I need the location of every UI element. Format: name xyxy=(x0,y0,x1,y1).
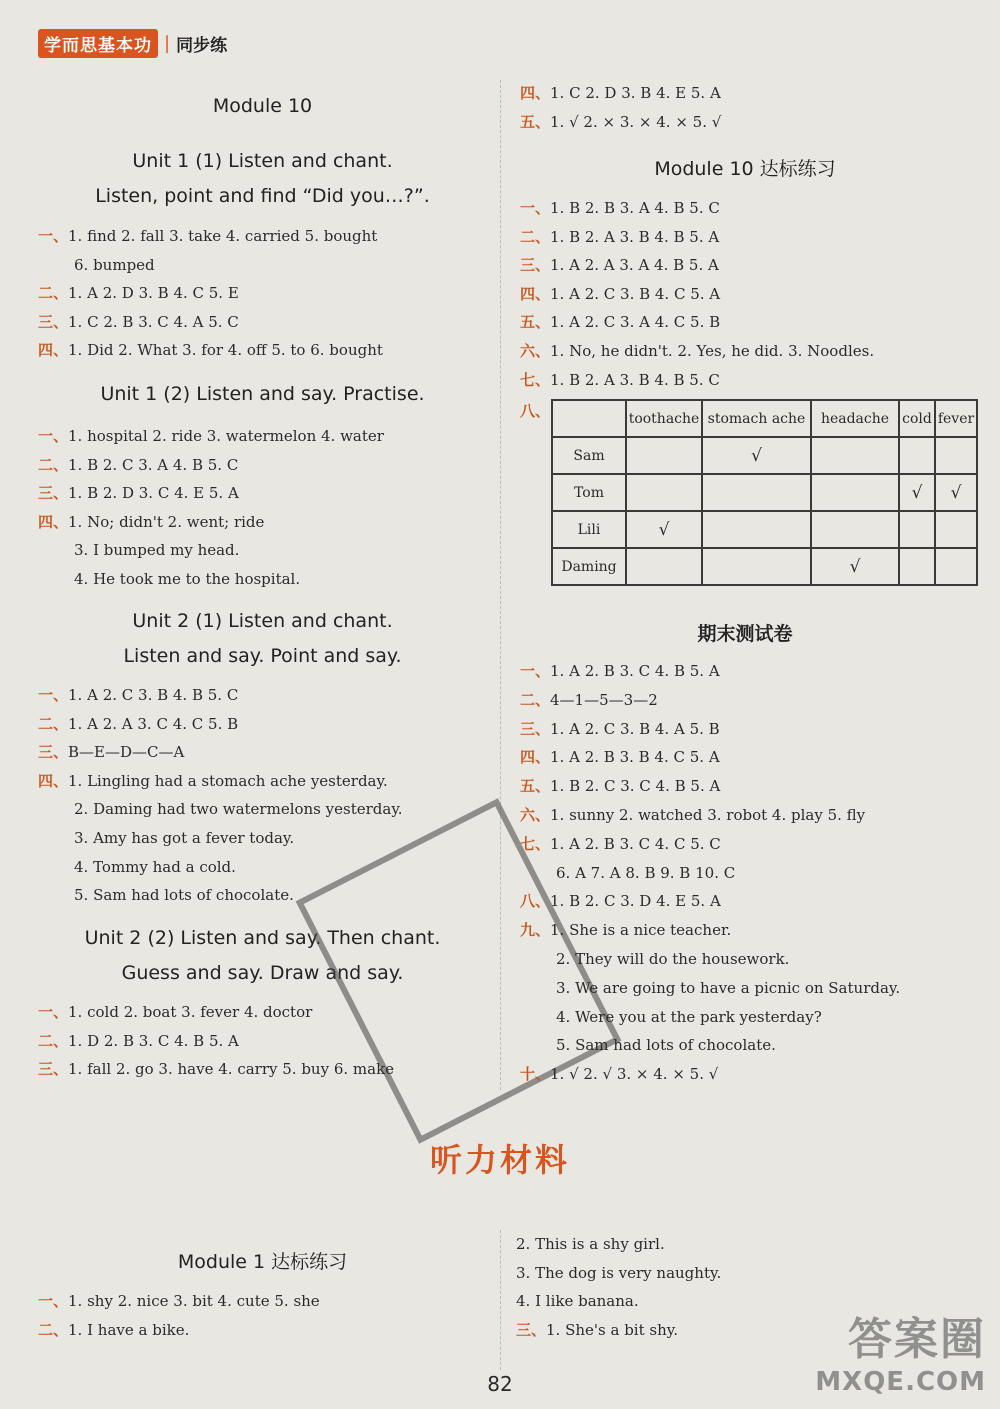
answer-text: 4. Were you at the park yesterday? xyxy=(556,1007,822,1026)
answer-line xyxy=(520,691,658,709)
question-number: 七、 xyxy=(520,834,551,853)
answer-line xyxy=(556,1008,822,1026)
question-number: 十、 xyxy=(520,1065,551,1084)
answer-text: B—E—D—C—A xyxy=(68,743,185,762)
answer-line xyxy=(516,1321,678,1339)
answer-text: 6. bumped xyxy=(74,255,155,274)
table-cell: √ xyxy=(811,548,899,585)
question-number: 四、 xyxy=(38,341,69,360)
answer-line xyxy=(74,256,155,274)
table-header-cell xyxy=(552,400,626,437)
answer-text: 2. Daming had two watermelons yesterday. xyxy=(74,800,403,819)
answer-line xyxy=(520,777,720,795)
answer-text: 1. √ 2. √ 3. × 4. × 5. √ xyxy=(550,1065,719,1084)
page-number: 82 xyxy=(487,1372,513,1396)
table-cell xyxy=(899,437,935,474)
answer-text: 5. Sam had lots of chocolate. xyxy=(556,1036,776,1055)
question-number: 一、 xyxy=(38,427,69,445)
question-number: 一、 xyxy=(38,227,69,245)
answer-line xyxy=(38,227,377,245)
module-title: Module 10 xyxy=(212,95,313,117)
answer-line xyxy=(74,858,236,876)
question-number: 五、 xyxy=(520,777,551,796)
answer-line xyxy=(38,1003,312,1021)
brand-divider: | xyxy=(164,32,171,54)
answer-line xyxy=(38,284,239,302)
brand-name-b: 基本功 xyxy=(98,35,152,56)
column-divider-bottom xyxy=(500,1230,501,1370)
table-row xyxy=(552,437,977,474)
watermark-url: MXQE.COM xyxy=(815,1367,986,1397)
question-number: 三、 xyxy=(38,312,69,331)
table-header-cell: toothache xyxy=(626,400,702,437)
answer-line xyxy=(38,1292,320,1310)
question-number: 九、 xyxy=(520,921,551,940)
answer-text: 1. hospital 2. ride 3. watermelon 4. water xyxy=(68,427,384,445)
question-number: 四、 xyxy=(38,771,69,790)
answer-text: 1. A 2. A 3. C 4. C 5. B xyxy=(68,714,239,733)
banner-title: 听力材料 xyxy=(429,1141,570,1179)
question-number: 七、 xyxy=(520,370,551,389)
answer-text: 1. cold 2. boat 3. fever 4. doctor xyxy=(68,1003,313,1021)
answer-line xyxy=(38,313,239,331)
answer-text: 4. He took me to the hospital. xyxy=(74,570,301,588)
answer-text: 3. I bumped my head. xyxy=(74,541,240,560)
table-cell xyxy=(811,511,899,548)
section-title: Module 10 达标练习 xyxy=(654,158,836,180)
answer-line xyxy=(516,1292,639,1310)
answer-text: 1. sunny 2. watched 3. robot 4. play 5. fly xyxy=(550,806,866,824)
answer-text: 4. Tommy had a cold. xyxy=(74,857,236,876)
answer-line xyxy=(516,1235,665,1253)
table-row-label: Sam xyxy=(552,437,626,474)
table-cell xyxy=(626,548,702,585)
answer-text: 1. A 2. C 3. B 4. A 5. B xyxy=(550,719,720,738)
table-cell xyxy=(702,548,811,585)
table-cell xyxy=(626,437,702,474)
answer-text: 1. I have a bike. xyxy=(68,1320,190,1339)
question-number: 一、 xyxy=(520,199,551,217)
table-cell xyxy=(811,437,899,474)
question-number: 二、 xyxy=(38,1031,69,1050)
answer-line xyxy=(520,256,719,274)
answer-text: 1. A 2. D 3. B 4. C 5. E xyxy=(68,284,239,303)
answer-line xyxy=(38,513,264,531)
answer-text: 2. This is a shy girl. xyxy=(516,1235,665,1253)
answer-line xyxy=(556,950,789,968)
answer-text: 1. B 2. A 3. B 4. B 5. A xyxy=(550,227,720,246)
answer-line xyxy=(38,686,238,704)
answer-text: 1. B 2. C 3. A 4. B 5. C xyxy=(68,455,239,474)
question-number: 二、 xyxy=(520,227,551,246)
table-row-label: Lili xyxy=(552,511,626,548)
symptom-table xyxy=(551,399,978,586)
question-number: 二、 xyxy=(38,284,69,303)
answer-line xyxy=(520,342,874,360)
answer-text: 1. No; didn't 2. went; ride xyxy=(68,512,265,531)
answer-text: 1. B 2. D 3. C 4. E 5. A xyxy=(68,484,239,503)
answer-text: 1. D 2. B 3. C 4. B 5. A xyxy=(68,1031,239,1050)
table-cell xyxy=(811,474,899,511)
answer-line xyxy=(520,720,720,738)
answer-text: 1. Did 2. What 3. for 4. off 5. to 6. bought xyxy=(68,341,383,360)
section-title: 期末测试卷 xyxy=(697,623,793,645)
table-header-cell: stomach ache xyxy=(702,400,811,437)
answer-line xyxy=(38,341,383,359)
answer-line xyxy=(520,113,721,131)
table-row xyxy=(552,548,977,585)
question-number: 一、 xyxy=(38,1292,69,1310)
answer-text: 1. B 2. B 3. A 4. B 5. C xyxy=(550,199,720,217)
answer-text: 1. She is a nice teacher. xyxy=(550,921,732,940)
table-cell: √ xyxy=(899,474,935,511)
unit-title: Unit 2 (1) Listen and chant. xyxy=(132,610,393,632)
answer-text: 1. C 2. D 3. B 4. E 5. A xyxy=(550,84,721,102)
answer-text: 4—1—5—3—2 xyxy=(550,690,658,709)
answer-text: 1. Lingling had a stomach ache yesterday. xyxy=(68,771,388,790)
answer-text: 1. A 2. B 3. C 4. B 5. A xyxy=(550,662,720,680)
table-cell xyxy=(935,511,977,548)
question-number: 一、 xyxy=(520,662,551,680)
table-row-label: Daming xyxy=(552,548,626,585)
question-number: 四、 xyxy=(520,284,551,303)
answer-line xyxy=(520,748,720,766)
section-title: Module 1 达标练习 xyxy=(177,1251,348,1273)
answer-text: 1. shy 2. nice 3. bit 4. cute 5. she xyxy=(68,1292,320,1310)
question-number: 一、 xyxy=(38,1003,69,1021)
answer-line xyxy=(38,743,184,761)
question-number: 二、 xyxy=(520,690,551,709)
answer-text: 1. √ 2. × 3. × 4. × 5. √ xyxy=(550,112,722,131)
answer-text: 2. They will do the housework. xyxy=(556,950,790,968)
answer-text: 3. We are going to have a picnic on Saturday. xyxy=(556,978,901,997)
watermark-text: 答案圈 xyxy=(848,1314,986,1365)
answer-line xyxy=(556,979,900,997)
answer-line xyxy=(38,1060,394,1078)
unit-title: Unit 1 (1) Listen and chant. xyxy=(132,150,393,172)
answer-line xyxy=(520,285,720,303)
answer-text: 1. A 2. B 3. B 4. C 5. A xyxy=(550,748,720,767)
answer-line xyxy=(38,427,384,445)
answer-text: 3. Amy has got a fever today. xyxy=(74,829,295,847)
table-cell: √ xyxy=(702,437,811,474)
answer-line xyxy=(520,84,721,102)
answer-line xyxy=(38,456,238,474)
answer-line xyxy=(520,662,720,680)
table-cell: √ xyxy=(935,474,977,511)
answer-line xyxy=(74,541,239,559)
question-number: 一、 xyxy=(38,686,69,704)
table-header-row xyxy=(552,400,977,437)
question-number: 八、 xyxy=(520,402,551,420)
table-row xyxy=(552,511,977,548)
question-number: 四、 xyxy=(520,748,551,767)
answer-line xyxy=(38,484,239,502)
brand-name-a: 学而思 xyxy=(44,35,98,56)
question-number: 五、 xyxy=(520,112,551,131)
question-number: 二、 xyxy=(38,1320,69,1339)
unit-title: Unit 1 (2) Listen and say. Practise. xyxy=(100,383,425,405)
answer-line xyxy=(74,570,300,588)
answer-text: 1. B 2. C 3. C 4. B 5. A xyxy=(550,777,721,796)
answer-text: 1. She's a bit shy. xyxy=(546,1320,679,1339)
answer-line xyxy=(520,1065,718,1083)
table-row-label: Tom xyxy=(552,474,626,511)
answer-line xyxy=(74,829,294,847)
answer-line xyxy=(520,371,720,389)
unit-subtitle: Listen, point and find “Did you…?”. xyxy=(95,185,430,207)
answer-line xyxy=(74,886,294,904)
table-row xyxy=(552,474,977,511)
answer-line xyxy=(38,1321,189,1339)
answer-line xyxy=(520,313,720,331)
answer-text: 4. I like banana. xyxy=(516,1292,639,1311)
question-number: 三、 xyxy=(38,1060,69,1079)
table-cell xyxy=(899,511,935,548)
answer-text: 3. The dog is very naughty. xyxy=(516,1263,722,1282)
brand-subtitle: 同步练 xyxy=(176,35,228,56)
header-brand xyxy=(38,30,227,56)
question-number: 三、 xyxy=(520,256,551,275)
answer-text: 1. No, he didn't. 2. Yes, he did. 3. Noodles. xyxy=(550,342,875,360)
question-number: 三、 xyxy=(516,1320,547,1339)
answer-text: 1. find 2. fall 3. take 4. carried 5. bought xyxy=(68,227,378,245)
table-header-cell: headache xyxy=(811,400,899,437)
table-cell xyxy=(899,548,935,585)
answer-line xyxy=(38,715,238,733)
answer-text: 1. B 2. C 3. D 4. E 5. A xyxy=(550,892,721,911)
answer-line xyxy=(520,921,731,939)
question-number: 三、 xyxy=(520,719,551,738)
answer-line xyxy=(520,228,719,246)
answer-line xyxy=(516,1264,721,1282)
answer-line xyxy=(556,864,735,882)
question-number: 八、 xyxy=(520,892,551,911)
table-cell xyxy=(702,474,811,511)
brand-logo xyxy=(38,29,158,58)
table-cell xyxy=(626,474,702,511)
answer-line xyxy=(38,1032,239,1050)
unit-title: Unit 2 (2) Listen and say. Then chant. xyxy=(84,927,441,949)
table-cell xyxy=(702,511,811,548)
table-cell xyxy=(935,437,977,474)
question-number: 六、 xyxy=(520,806,551,824)
answer-line xyxy=(520,892,721,910)
unit-subtitle: Listen and say. Point and say. xyxy=(123,645,402,667)
answer-text: 1. A 2. C 3. B 4. C 5. A xyxy=(550,284,721,303)
table-cell xyxy=(935,548,977,585)
question-number: 四、 xyxy=(520,84,551,102)
question-number: 二、 xyxy=(38,455,69,474)
answer-line xyxy=(556,1036,776,1054)
question-number: 三、 xyxy=(38,743,69,762)
question-number: 六、 xyxy=(520,342,551,360)
table-header-cell: fever xyxy=(935,400,977,437)
site-watermark xyxy=(815,1303,986,1397)
answer-line xyxy=(520,835,721,853)
question-number: 四、 xyxy=(38,512,69,531)
answer-text: 1. A 2. B 3. C 4. C 5. C xyxy=(550,834,721,853)
answer-line xyxy=(74,800,403,818)
answer-text: 1. A 2. C 3. B 4. B 5. C xyxy=(68,686,239,704)
answer-text: 1. A 2. C 3. A 4. C 5. B xyxy=(550,313,721,332)
table-header-cell: cold xyxy=(899,400,935,437)
answer-text: 1. B 2. A 3. B 4. B 5. C xyxy=(550,370,720,389)
question-number: 五、 xyxy=(520,313,551,332)
unit-subtitle: Guess and say. Draw and say. xyxy=(121,962,404,984)
answer-line xyxy=(38,772,388,790)
question-number: 三、 xyxy=(38,484,69,503)
answer-text: 6. A 7. A 8. B 9. B 10. C xyxy=(556,863,736,882)
table-cell: √ xyxy=(626,511,702,548)
answer-text: 1. fall 2. go 3. have 4. carry 5. buy 6. make xyxy=(68,1060,395,1079)
answer-text: 1. A 2. A 3. A 4. B 5. A xyxy=(550,256,719,275)
answer-line xyxy=(520,806,865,824)
answer-text: 5. Sam had lots of chocolate. xyxy=(74,886,294,905)
answer-text: 1. C 2. B 3. C 4. A 5. C xyxy=(68,312,239,331)
question-number: 二、 xyxy=(38,714,69,733)
answer-line xyxy=(520,199,720,217)
